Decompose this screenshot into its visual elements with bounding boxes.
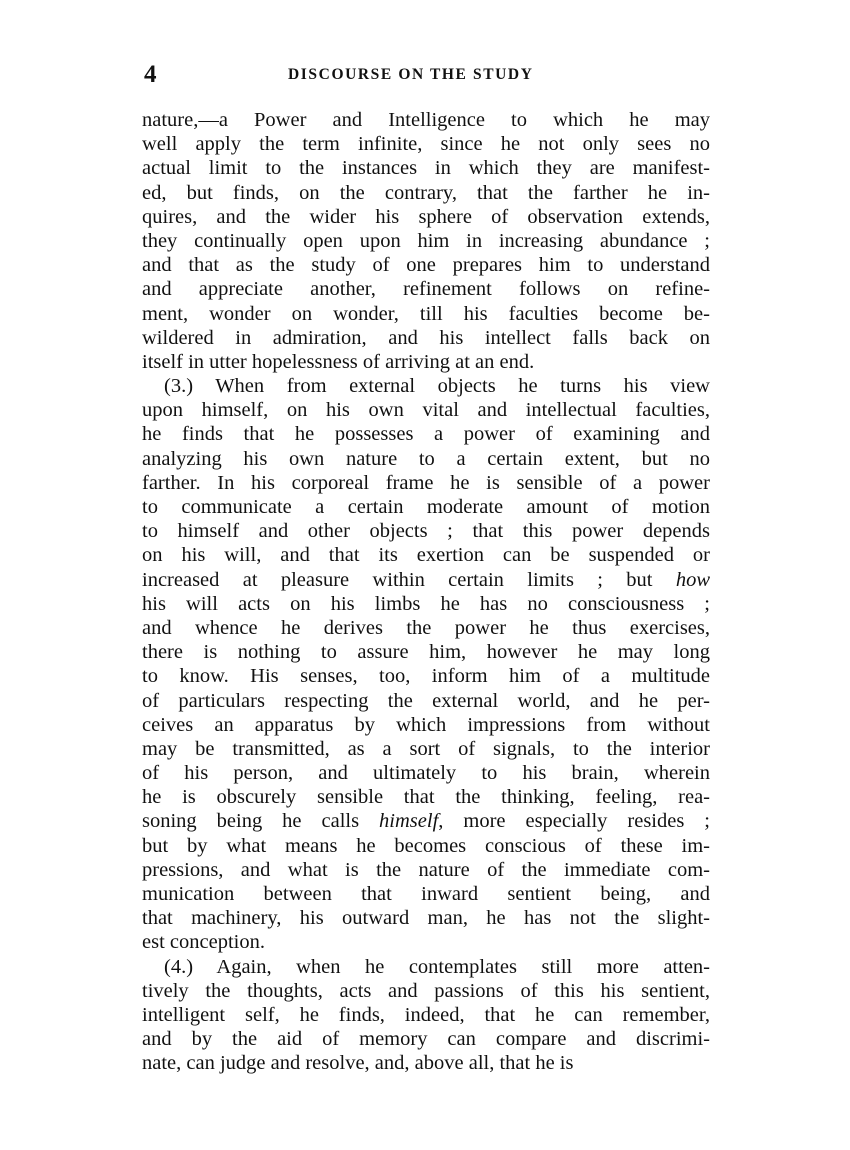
text-line: to know. His senses, too, inform him of a multitude (142, 665, 710, 688)
text-line: of particulars respecting the external world, and he per- (142, 689, 710, 712)
text-line: ment, wonder on wonder, till his faculties become be- (142, 302, 710, 325)
text-line: of his person, and ultimately to his brain, wherein (142, 762, 710, 785)
running-head: DISCOURSE ON THE STUDY (288, 66, 534, 83)
text-line: ceives an apparatus by which impressions from without (142, 713, 710, 736)
text-line: may be transmitted, as a sort of signals, to the interior (142, 737, 710, 760)
text-line: ed, but finds, on the contrary, that the farther he in- (142, 181, 710, 204)
text-line (142, 568, 710, 592)
text-line: and whence he derives the power he thus exercises, (142, 616, 710, 639)
text-line: to himself and other objects ; that this power depends (142, 520, 710, 543)
text-line: but by what means he becomes conscious of these im- (142, 834, 710, 857)
text-line: tively the thoughts, acts and passions of this his sentient, (142, 979, 710, 1002)
text-line: wildered in admiration, and his intellect falls back on (142, 326, 710, 349)
body-text (142, 108, 710, 1076)
text-line: and appreciate another, refinement follows on refine- (142, 278, 710, 301)
text-line: they continually open upon him in increasing abundance ; (142, 229, 710, 252)
text-line: to communicate a certain moderate amount of motion (142, 496, 710, 518)
page-number: 4 (144, 61, 157, 88)
text-line: and that as the study of one prepares him to understand (142, 254, 710, 277)
text-line: pressions, and what is the nature of the immediate com- (142, 858, 710, 881)
italic-word: himself (379, 810, 439, 833)
text-line: on his will, and that its exertion can be suspended or (142, 544, 710, 567)
text-segment: , more especially resides ; (438, 810, 710, 833)
italic-word: how (675, 568, 710, 591)
page-header (142, 60, 710, 90)
text-line: (3.) When from external objects he turns his view (164, 375, 710, 398)
text-line: (4.) Again, when he contemplates still more atten- (164, 955, 710, 978)
text-line: actual limit to the instances in which they are manifest- (142, 157, 710, 180)
text-line: well apply the term infinite, since he not only sees no (142, 133, 710, 156)
text-line: quires, and the wider his sphere of observation extends, (142, 205, 710, 228)
text-line: intelligent self, he finds, indeed, that he can remember, (142, 1003, 710, 1026)
text-line: that machinery, his outward man, he has not the slight- (142, 907, 710, 930)
text-line: munication between that inward sentient being, and (142, 883, 710, 905)
text-line: his will acts on his limbs he has no consciousness ; (142, 592, 710, 615)
text-line: nate, can judge and resolve, and, above all, that he is (142, 1052, 574, 1075)
text-line: upon himself, on his own vital and intellectual faculties, (142, 399, 710, 422)
text-line: he is obscurely sensible that the thinking, feeling, rea- (142, 786, 710, 809)
text-segment: increased at pleasure within certain limits ; but (142, 568, 676, 591)
text-line: and by the aid of memory can compare and discrimi- (142, 1028, 710, 1051)
text-line (142, 809, 710, 833)
text-line: farther. In his corporeal frame he is sensible of a power (142, 471, 710, 494)
text-line: nature,—a Power and Intelligence to which he may (142, 109, 710, 131)
text-segment: soning being he calls (142, 810, 380, 833)
text-line: itself in utter hopelessness of arriving at an end. (142, 350, 535, 373)
text-line: he finds that he possesses a power of examining and (142, 423, 710, 446)
text-line: analyzing his own nature to a certain extent, but no (142, 447, 710, 470)
text-line: est conception. (142, 931, 265, 954)
text-line: there is nothing to assure him, however he may long (142, 641, 710, 664)
